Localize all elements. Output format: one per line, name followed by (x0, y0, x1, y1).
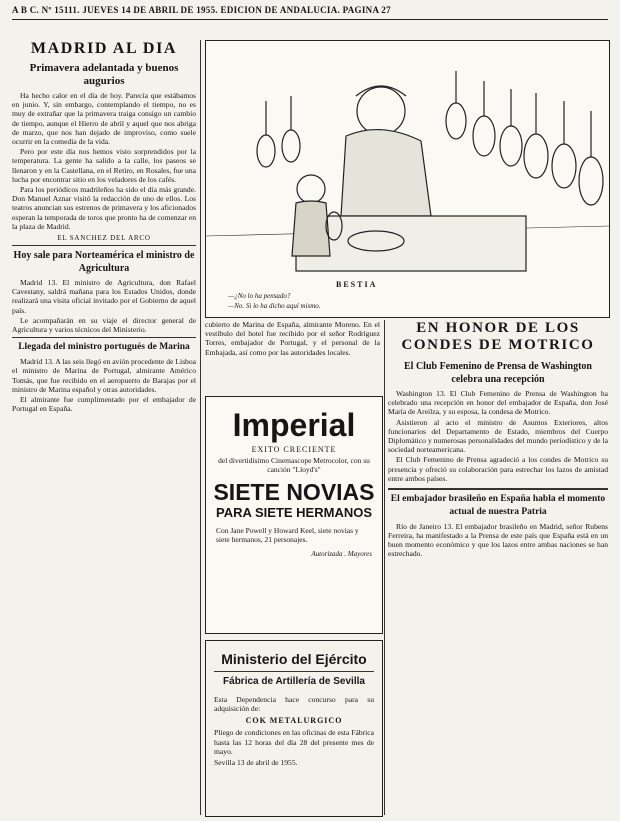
a1-body (12, 91, 196, 231)
col3-body (388, 389, 608, 483)
a3-paragraph: El almirante fue cumplimentado por el embajador de Portugal en España. (12, 395, 196, 414)
cartoon-dialogue-1: —¿No lo ha pensado? (228, 292, 291, 300)
a3-paragraph: Madrid 13. A las seis llegó en avión procedente de Lisboa el ministro de Marina de Portugal, almirante Américo Tomás, que fue recibido en el aeropuerto de Barajas por el ministro de Marina español y otras autoridades. (12, 357, 196, 394)
divider (12, 337, 196, 338)
ad-imperial-cast: Con Jane Powell y Howard Keel, siete novias y siete hermanos, 21 personajes. (216, 526, 359, 544)
section-title: MADRID AL DIA (30, 40, 178, 57)
ad-imperial-title2: SIETE NOVIAS (213, 479, 375, 505)
ad-imperial-subtitle: EXITO CRECIENTE (251, 445, 337, 454)
a3-headline: Llegada del ministro portugués de Marina (18, 342, 190, 353)
ad-ministry-subtitle: Fábrica de Artillería de Sevilla (223, 676, 365, 687)
column-left (12, 40, 196, 815)
col3-second-headline: El embajador brasileño en España habla el momento actual de nuestra Patria (390, 493, 606, 517)
ad-ministry-date: Sevilla 13 de abril de 1955. (214, 758, 298, 768)
cartoon-illustration (206, 41, 609, 317)
col3-paragraph: Asistieron al acto el ministro de Asuntos Exteriores, altos funcionarios del Departamento de Estado, miembros del Cuerpo Diplomático y numerosas personalidades del mundo periodístico y de la sociedad norteamericana. (388, 417, 608, 455)
ad-ministry (205, 640, 383, 817)
column-middle-text (205, 320, 380, 392)
col3-paragraph: Washington 13. El Club Femenino de Prensa de Washington ha celebrado una recepción en honor del embajador de España, don José María de Areilza, y su esposa, la condesa de Motrico. (388, 389, 608, 417)
a2-paragraph: Le acompañarán en su viaje el director general de Agricultura y varios técnicos del Ministerio. (12, 315, 196, 335)
a1-headline: Primavera adelantada y buenos augurios (29, 62, 179, 87)
col3-lead-headline: El Club Femenino de Prensa de Washington celebra una recepción (404, 361, 592, 385)
a1-paragraph: Pero por este día nos hemos visto sorprendidos por la temperatura. La gente ha salido a la calle, los paseos se llenaron y en la Castellana, en el Retiro, en Rosales, fue una lucha por encontrar sitio en los veladores de los cafés. (12, 147, 196, 184)
ad-imperial-title: Imperial (232, 407, 356, 443)
divider (214, 671, 374, 672)
ad-ministry-body2: Pliego de condiciones en las oficinas de esta Fábrica hasta las 12 horas del día 28 del presente mes de mayo. (214, 728, 374, 756)
ad-ministry-body1: Esta Dependencia hace concurso para su adquisición de: (214, 695, 374, 714)
column-right (388, 320, 608, 815)
ad-ministry-center: COK METALURGICO (245, 716, 343, 726)
violin-icon (257, 71, 603, 205)
page-header-text: A B C. Nº 15111. JUEVES 14 DE ABRIL DE 1955. EDICION DE ANDALUCIA. PAGINA 27 (12, 5, 391, 15)
ad-imperial-title3: PARA SIETE HERMANOS (215, 505, 372, 520)
col3-second-body (388, 522, 608, 559)
column-rule (200, 40, 201, 815)
divider (388, 488, 608, 490)
col2-body: cubierto de Marina de España, almirante Moreno. En el vestíbulo del hotel fue recibido por el señor Rodríguez Torres, embajador de Portugal, y el personal de la Embajada, así como por las autoridades locales. (205, 320, 380, 357)
ad-imperial-footer: Autorizada . Mayores (311, 550, 372, 558)
column-rule (384, 320, 385, 815)
a1-paragraph: Para los periódicos madrileños ha sido el día más grande. Don Manuel Aznar visitó la redacción de uno de ellos. Los teatros anuncian sus estrenos de primavera y los aficionados esperan la temporada de toros que pronto ha de comenzar en la plaza de Madrid. (12, 185, 196, 231)
ad-ministry-title: Ministerio del Ejército (221, 651, 367, 667)
divider (12, 245, 196, 246)
page-header (12, 5, 608, 20)
a1-signature: EL SANCHEZ DEL ARCO (57, 234, 151, 243)
a1-paragraph: Ha hecho calor en el día de hoy. Parecía que estábamos en junio. Y, sin embargo, contemplando el tiempo, no es muy de extrañar que la primavera traiga consigo un cambio de tiempo, aunque el Hierro de abril y aquel que nos abriga de marzo, que nos han dejado de improviso, como suele ocurrir en la comedia de la vida. (12, 91, 196, 147)
a3-body (12, 357, 196, 413)
col3-second-paragraph: Río de Janeiro 13. El embajador brasileño en Madrid, señor Rubens Ferreira, ha manifestado a la Prensa de este país que España está en un buen momento económico y que los lazos entre ambas naciones se han estrechado. (388, 521, 608, 559)
a2-body (12, 278, 196, 334)
cartoon-title: BESTIA (336, 280, 378, 289)
col3-paragraph: El Club Femenino de Prensa agradeció a los condes de Motrico su presencia y ofreció su colaboración para estrechar los lazos de amistad entre ambos países. (388, 455, 608, 483)
col3-title: EN HONOR DE LOS CONDES DE MOTRICO (401, 320, 595, 353)
ad-imperial (205, 396, 383, 634)
a2-paragraph: Madrid 13. El ministro de Agricultura, don Rafael Cavestany, saldrá mañana para los Estados Unidos, donde realizará una visita oficial invitado por el Gobierno de aquel país. (12, 278, 196, 315)
cartoon-panel (205, 40, 610, 318)
cartoon-dialogue-2: —No. Si lo ha dicho aquí mismo. (228, 302, 321, 310)
a2-headline: Hoy sale para Norteamérica el ministro de Agricultura (13, 250, 195, 275)
ad-imperial-line1: del divertidísimo Cinemascope Metrocolor, con su canción "Lloyd's" (218, 456, 370, 474)
